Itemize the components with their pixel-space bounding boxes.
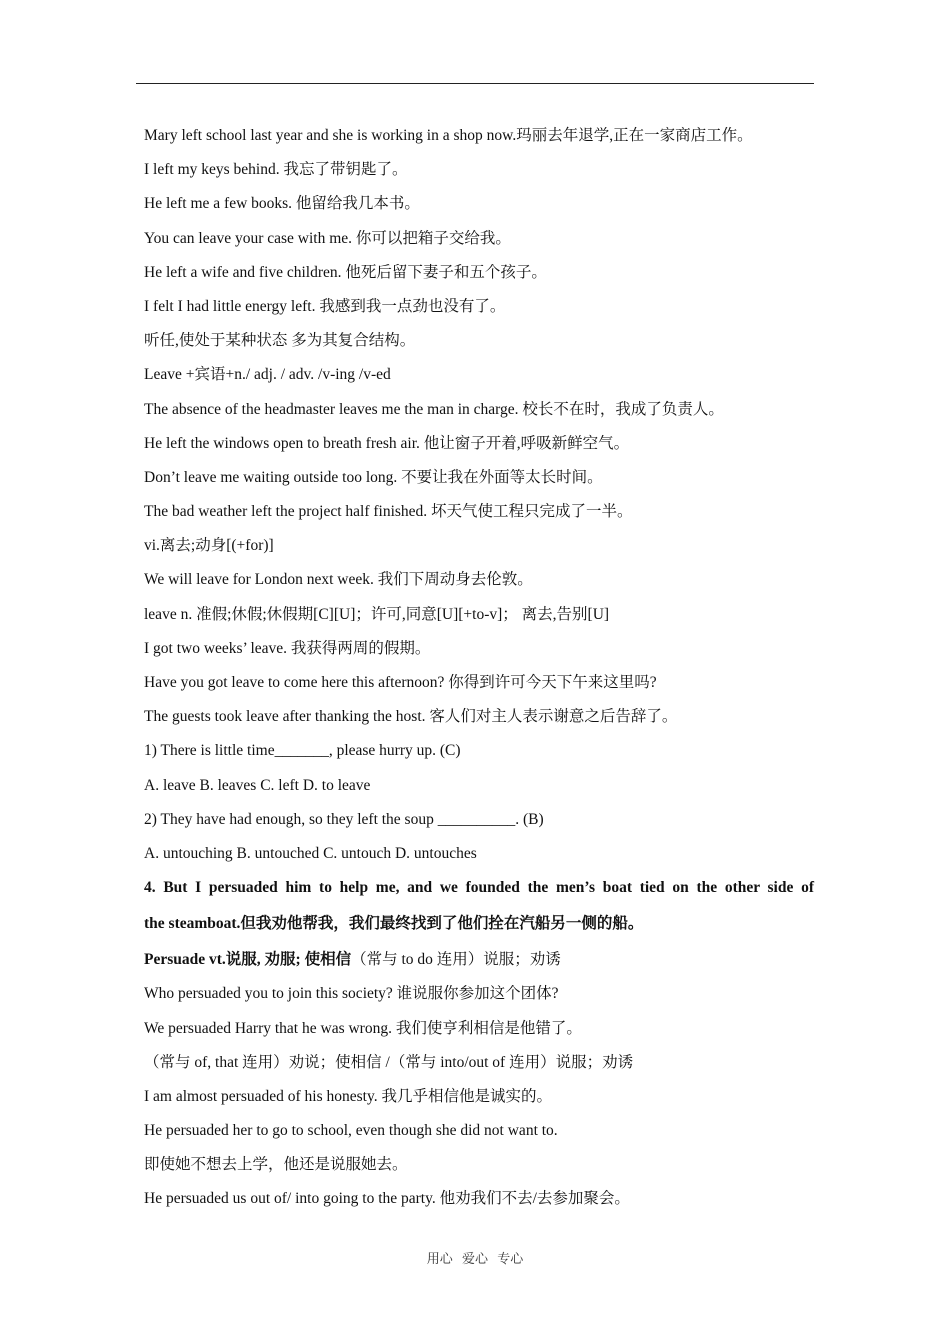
header-rule — [136, 83, 814, 84]
exercise-question: 2) They have had enough, so they left the soup __________. (B) — [144, 810, 544, 828]
document-body — [144, 124, 814, 1222]
exercise-options: A. leave B. leaves C. left D. to leave — [144, 776, 371, 794]
item-4-heading-cont: the steamboat.但我劝他帮我，我们最终找到了他们拴在汽船另一侧的船。 — [144, 915, 644, 933]
page-footer: 用心 爱心 专心 — [426, 1251, 524, 1266]
exercise-question: 1) There is little time_______, please hurry up. (C) — [144, 742, 461, 760]
text-line: He left me a few books. 他留给我几本书。 — [144, 195, 420, 213]
text-line: He left the windows open to breath fresh air. 他让窗子开着,呼吸新鲜空气。 — [144, 434, 630, 452]
text-line: vi.离去;动身[(+for)] — [144, 537, 274, 555]
persuade-headword: Persuade vt.说服, 劝服; 使相信 — [144, 951, 352, 969]
text-line: Who persuaded you to join this society? 谁说服你参加这个团体? — [144, 985, 559, 1003]
text-line: leave n. 准假;休假;休假期[C][U]；许可,同意[U][+to-v]； 离去,告别[U] — [144, 605, 610, 623]
text-line: I left my keys behind. 我忘了带钥匙了。 — [144, 161, 408, 179]
text-line: 即使她不想去上学，他还是说服她去。 — [144, 1156, 408, 1174]
text-line: （常与 of, that 连用）劝说；使相信 /（常与 into/out of 连用）说服；劝诱 — [144, 1053, 634, 1071]
text-line: I got two weeks’ leave. 我获得两周的假期。 — [144, 639, 431, 657]
text-line: The guests took leave after thanking the host. 客人们对主人表示谢意之后告辞了。 — [144, 708, 678, 726]
exercise-options: A. untouching B. untouched C. untouch D. untouches — [144, 844, 477, 862]
persuade-definition — [144, 948, 814, 982]
text-line: He left a wife and five children. 他死后留下妻子和五个孩子。 — [144, 263, 547, 281]
text-line: Don’t leave me waiting outside too long. 不要让我在外面等太长时间。 — [144, 468, 603, 486]
persuade-usage-note: （常与 to do 连用）说服；劝诱 — [351, 951, 561, 969]
text-line: Have you got leave to come here this afternoon? 你得到许可今天下午来这里吗? — [144, 674, 657, 691]
text-line: The absence of the headmaster leaves me the man in charge. 校长不在时，我成了负责人。 — [144, 400, 724, 418]
item-4-heading: 4. But I persuaded him to help me, and we founded the men’s boat tied on the other side of — [144, 879, 814, 897]
text-line: Mary left school last year and she is working in a shop now.玛丽去年退学,正在一家商店工作。 — [144, 127, 753, 144]
text-line: The bad weather left the project half finished. 坏天气使工程只完成了一半。 — [144, 503, 633, 521]
text-line: He persuaded us out of/ into going to the party. 他劝我们不去/去参加聚会。 — [144, 1190, 630, 1208]
text-line: Leave +宾语+n./ adj. / adv. /v-ing /v-ed — [144, 366, 391, 384]
text-line: I am almost persuaded of his honesty. 我几乎相信他是诚实的。 — [144, 1087, 552, 1105]
text-line: We persuaded Harry that he was wrong. 我们使亨利相信是他错了。 — [144, 1019, 582, 1037]
text-line: I felt I had little energy left. 我感到我一点劲也没有了。 — [144, 297, 506, 315]
text-line: He persuaded her to go to school, even though she did not want to. — [144, 1122, 558, 1140]
text-line: You can leave your case with me. 你可以把箱子交给我。 — [144, 229, 511, 247]
text-line: 听任,使处于某种状态 多为其复合结构。 — [144, 332, 416, 350]
text-line: We will leave for London next week. 我们下周动身去伦敦。 — [144, 571, 533, 589]
